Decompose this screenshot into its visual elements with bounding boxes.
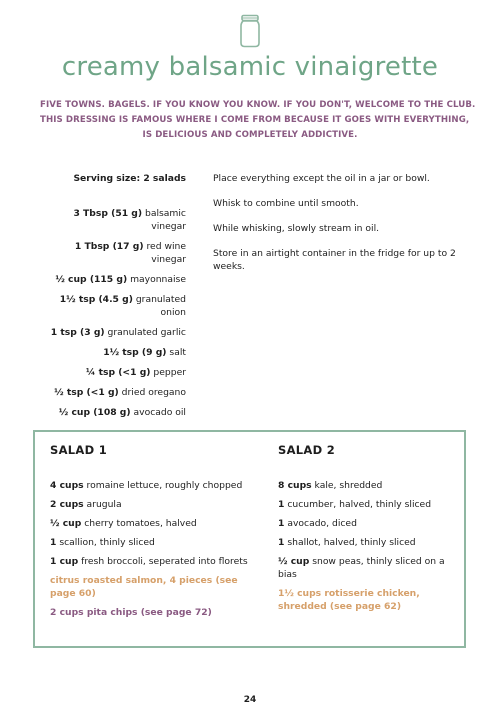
salad-item: 1 scallion, thinly sliced [50, 537, 155, 548]
ingredients-list [40, 172, 186, 426]
salad-item: 8 cups kale, shredded [278, 480, 383, 491]
ingredient-item: 1 tsp (3 g) granulated garlic [50, 327, 186, 338]
directions [213, 172, 459, 285]
intro-line: FIVE TOWNS. BAGELS. IF YOU KNOW YOU KNOW. IF YOU DON'T, WELCOME TO THE CLUB. [40, 100, 476, 110]
ingredient-item: 1½ tsp (4.5 g) granulated onion [59, 294, 186, 318]
salad-2 [278, 444, 458, 619]
ingredient-item: 1½ tsp (9 g) salt [103, 347, 186, 358]
salad-heading: SALAD 2 [278, 443, 336, 457]
ingredient-item: ½ cup (115 g) mayonnaise [55, 274, 186, 285]
page-number: 24 [243, 695, 257, 705]
direction-step: Whisk to combine until smooth. [213, 198, 359, 209]
salad-cross-reference: 2 cups pita chips (see page 72) [50, 607, 212, 618]
ingredient-item: ½ tsp (<1 g) dried oregano [54, 387, 186, 398]
ingredient-item: ¼ tsp (<1 g) pepper [85, 367, 186, 378]
salad-item: 1 shallot, halved, thinly sliced [278, 537, 416, 548]
salad-box [33, 430, 466, 648]
direction-step: Place everything except the oil in a jar or bowl. [213, 173, 430, 184]
intro-line: THIS DRESSING IS FAMOUS WHERE I COME FROM BECAUSE IT GOES WITH EVERYTHING, [40, 115, 470, 125]
salad-item: 1 cucumber, halved, thinly sliced [278, 499, 432, 510]
salad-cross-reference: citrus roasted salmon, 4 pieces (see page 60) [50, 575, 238, 599]
recipe-title: creamy balsamic vinaigrette [61, 52, 439, 82]
ingredient-item: 3 Tbsp (51 g) balsamic vinegar [73, 208, 186, 232]
direction-step: While whisking, slowly stream in oil. [213, 223, 380, 234]
salad-item: ½ cup snow peas, thinly sliced on a bias [278, 556, 445, 580]
intro-line: IS DELICIOUS AND COMPLETELY ADDICTIVE. [142, 130, 358, 140]
salad-heading: SALAD 1 [50, 443, 108, 457]
salad-item: 1 avocado, diced [278, 518, 357, 529]
ingredient-item: 1 Tbsp (17 g) red wine vinegar [74, 241, 186, 265]
recipe-intro [40, 98, 476, 143]
direction-step: Store in an airtight container in the fridge for up to 2 weeks. [213, 248, 456, 272]
salad-1 [50, 444, 250, 625]
salad-item: ½ cup cherry tomatoes, halved [50, 518, 197, 529]
salad-item: 4 cups romaine lettuce, roughly chopped [50, 480, 243, 491]
jar-icon [238, 14, 262, 48]
salad-item: 1 cup fresh broccoli, seperated into florets [50, 556, 248, 567]
salad-item: 2 cups arugula [50, 499, 122, 510]
ingredient-item: ½ cup (108 g) avocado oil [58, 407, 186, 418]
serving-size: Serving size: 2 salads [73, 173, 186, 184]
salad-cross-reference: 1½ cups rotisserie chicken, shredded (see page 62) [278, 588, 420, 612]
